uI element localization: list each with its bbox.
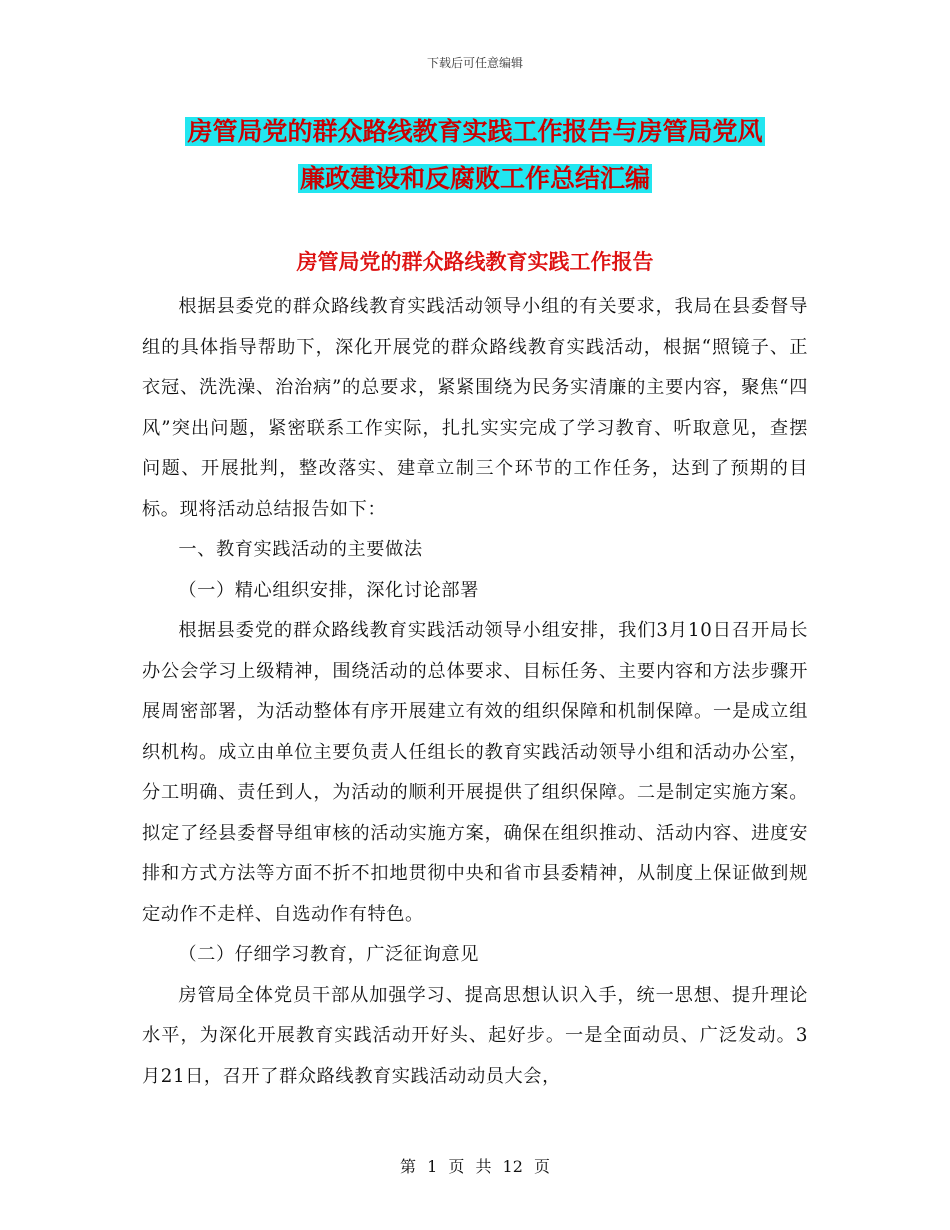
section-title: 房管局党的群众路线教育实践工作报告 <box>296 249 654 274</box>
paragraph-study: 房管局全体党员干部从加强学习、提高思想认识入手，统一思想、提升理论水平，为深化开展教育实践活动开好头、起好步。一是全面动员、广泛发动。3月21日，召开了群众路线教育实践活动动员大会， <box>142 984 808 1087</box>
heading-level-2-first: （一）精心组织安排，深化讨论部署 <box>178 579 479 601</box>
paragraph-intro: 根据县委党的群众路线教育实践活动领导小组的有关要求，我局在县委督导组的具体指导帮助下，深化开展党的群众路线教育实践活动，根据“照镜子、正衣冠、洗洗澡、治治病”的总要求，紧紧围绕为民务实清廉的主要内容，聚焦“四风”突出问题，紧密联系工作实际，扎扎实实完成了学习教育、听取意见，查摆问题、开展批判，整改落实、建章立制三个环节的工作任务，达到了预期的目标。现将活动总结报告如下： <box>142 296 808 520</box>
document-body <box>142 287 808 1097</box>
title-line-1: 房管局党的群众路线教育实践工作报告与房管局党风 <box>187 117 763 146</box>
title-line-2: 廉政建设和反腐败工作总结汇编 <box>299 164 650 193</box>
page-footer: 第 1 页 共 12 页 <box>400 1157 550 1176</box>
document-title <box>130 108 820 202</box>
heading-level-1: 一、教育实践活动的主要做法 <box>178 539 423 560</box>
heading-level-2-second: （二）仔细学习教育，广泛征询意见 <box>178 944 479 965</box>
paragraph-organization: 根据县委党的群众路线教育实践活动领导小组安排，我们3月10日召开局长办公会学习上级精神，围绕活动的总体要求、目标任务、主要内容和方法步骤开展周密部署，为活动整体有序开展建立有效的组织保障和机制保障。一是成立组织机构。成立由单位主要负责人任组长的教育实践活动领导小组和活动办公室，分工明确、责任到人，为活动的顺利开展提供了组织保障。二是制定实施方案。拟定了经县委督导组审核的活动实施方案，确保在组织推动、活动内容、进度安排和方式方法等方面不折不扣地贯彻中央和省市县委精神，从制度上保证做到规定动作不走样、自选动作有特色。 <box>142 620 808 925</box>
header-note: 下载后可任意编辑 <box>426 56 523 70</box>
